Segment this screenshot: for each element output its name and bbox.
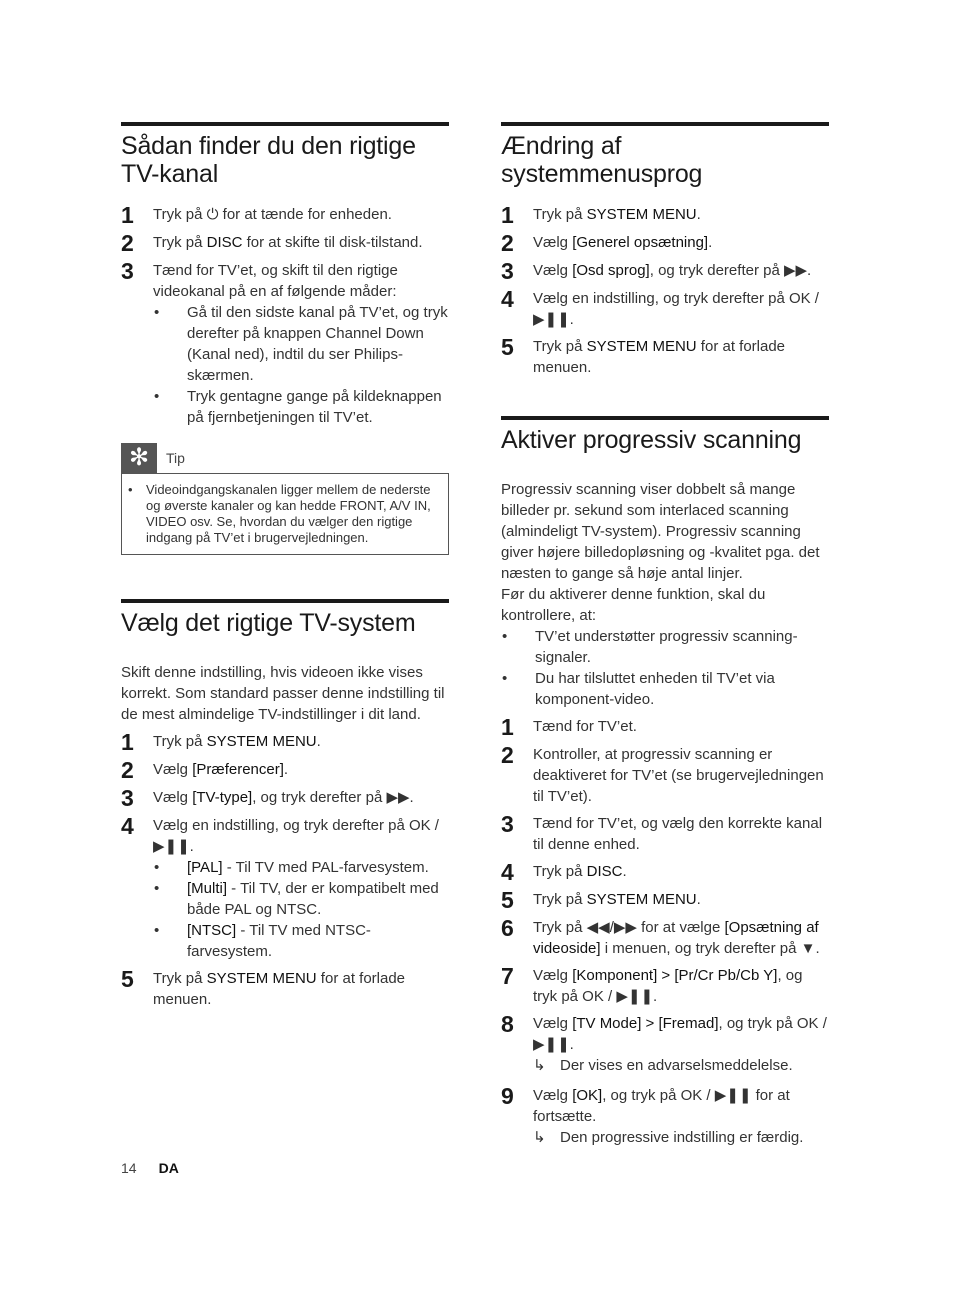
- step-item: 5 Tryk på SYSTEM MENU.: [501, 887, 701, 913]
- step-item: 2 Kontroller, at progressiv scanning er deaktiveret for TV’et (se brugervejledningen til TV’et).: [501, 742, 824, 805]
- result-arrow-icon: ↳: [533, 1057, 546, 1074]
- result-line: ↳ Den progressive indstilling er færdig.: [533, 1129, 804, 1146]
- step-item: 7 Vælg [Komponent] > [Pr/Cr Pb/Cb Y], og tryk på OK / ▶❚❚.: [501, 963, 803, 1005]
- right-column: [501, 122, 829, 1148]
- language-code: DA: [158, 1160, 179, 1176]
- section-rule: [501, 416, 829, 420]
- bullet-list: [153, 302, 449, 428]
- step-number: 4: [121, 813, 134, 839]
- section-title-find-channel: Sådan finder du den rigtige TV-kanal: [121, 132, 416, 188]
- step-number: 4: [501, 859, 514, 885]
- step-number: 1: [501, 202, 514, 228]
- step-number: 3: [121, 258, 134, 284]
- step-number: 9: [501, 1083, 514, 1109]
- step-list-find-channel: [121, 204, 449, 428]
- step-number: 5: [501, 334, 514, 360]
- step-item: 2 Vælg [Generel opsætning].: [501, 230, 713, 256]
- tip-box: [121, 473, 449, 555]
- step-item: 4 Vælg en indstilling, og tryk derefter på OK / ▶❚❚.: [501, 286, 819, 328]
- step-number: 3: [501, 258, 514, 284]
- step-list-tv-system: [121, 731, 449, 1010]
- step-number: 1: [121, 729, 134, 755]
- step-item: 3 Tænd for TV’et, og vælg den korrekte kanal til denne enhed.: [501, 811, 823, 853]
- step-number: 4: [501, 286, 514, 312]
- step-item: 5 Tryk på SYSTEM MENU for at forlade menuen.: [501, 334, 786, 376]
- step-item: 8 Vælg [TV Mode] > [Fremad], og tryk på OK / ▶❚❚. ↳ Der vises en advarselsmeddelelse.: [501, 1013, 829, 1076]
- list-item: • TV’et understøtter progressiv scanning-signaler.: [502, 628, 798, 666]
- step-number: 5: [501, 887, 514, 913]
- step-item: 2 Tryk på DISC for at skifte til disk-tilstand.: [121, 230, 423, 256]
- step-item: 1 Tryk på ⏻ for at tænde for enheden.: [121, 202, 392, 228]
- intro-paragraph: Progressiv scanning viser dobbelt så mange billeder pr. sekund som interlaced scanning (almindeligt TV-system). Progressiv scanning giver højere billedopløsning og -kvalitet pga. det næsten to gange så høje antal linjer.: [501, 481, 820, 582]
- section-title-progressive-scan: Aktiver progressiv scanning: [501, 426, 802, 454]
- step-item: 1 Tryk på SYSTEM MENU.: [121, 729, 321, 755]
- step-item: 5 Tryk på SYSTEM MENU for at forlade menuen.: [121, 966, 406, 1008]
- list-item: • Tryk gentagne gange på kildeknappen på fjernbetjeningen til TV’et.: [154, 388, 442, 426]
- step-item: 3 Vælg [TV-type], og tryk derefter på ▶▶.: [121, 785, 414, 811]
- list-item: • Gå til den sidste kanal på TV’et, og tryk derefter på knappen Channel Down (Kanal ned), indtil du ser Philips-skærmen.: [154, 304, 448, 384]
- step-number: 1: [121, 202, 134, 228]
- step-number: 2: [501, 230, 514, 256]
- step-item: 9 Vælg [OK], og tryk på OK / ▶❚❚ for at fortsætte. ↳ Den progressive indstilling er færdig.: [501, 1085, 829, 1148]
- section-rule: [501, 122, 829, 126]
- page-number: 14: [121, 1160, 137, 1176]
- tip-label: Tip: [166, 450, 185, 466]
- step-item: 3 Vælg [Osd sprog], og tryk derefter på ▶▶.: [501, 258, 812, 284]
- step-number: 5: [121, 966, 134, 992]
- section-title-menu-language: Ændring af systemmenusprog: [501, 132, 703, 188]
- requirement-list: [501, 626, 829, 710]
- step-number: 2: [121, 230, 134, 256]
- list-item: • [PAL] - Til TV med PAL-farvesystem.: [154, 859, 429, 876]
- page-footer: [121, 1160, 179, 1176]
- section-title-tv-system: Vælg det rigtige TV-system: [121, 609, 416, 637]
- list-item: • Du har tilsluttet enheden til TV’et via komponent-video.: [502, 670, 775, 708]
- step-item: 3 Tænd for TV’et, og skift til den rigtige videokanal på en af følgende måder:: [121, 258, 398, 300]
- step-number: 1: [501, 714, 514, 740]
- power-icon: ⏻: [206, 206, 219, 223]
- step-item: 6 Tryk på ◀◀/▶▶ for at vælge [Opsætning af videoside] i menuen, og tryk derefter på ▼.: [501, 915, 820, 957]
- step-number: 3: [501, 811, 514, 837]
- tip-item: • Videoindgangskanalen ligger mellem de nederste og øverste kanaler og kan hedde FRONT, A/V IN, VIDEO osv. Se, hvordan du vælger den rigtige indgang på TV’et i brugervejledningen.: [128, 482, 431, 545]
- list-item: • [NTSC] - Til TV med NTSC-farvesystem.: [154, 922, 371, 960]
- step-number: 6: [501, 915, 514, 941]
- tip-star-icon: ✻: [121, 443, 157, 473]
- option-list: [153, 857, 449, 962]
- section-rule: [121, 599, 449, 603]
- result-arrow-icon: ↳: [533, 1129, 546, 1146]
- step-item: 1 Tryk på SYSTEM MENU.: [501, 202, 701, 228]
- step-item: 4 Tryk på DISC.: [501, 859, 627, 885]
- left-column: [121, 122, 449, 1010]
- intro-paragraph-2: Før du aktiverer denne funktion, skal du kontrollere, at:: [501, 586, 766, 624]
- step-item: 2 Vælg [Præferencer].: [121, 757, 289, 783]
- step-number: 2: [501, 742, 514, 768]
- step-number: 3: [121, 785, 134, 811]
- step-number: 8: [501, 1011, 514, 1037]
- result-line: ↳ Der vises en advarselsmeddelelse.: [533, 1057, 793, 1074]
- list-item: • [Multi] - Til TV, der er kompatibelt med både PAL og NTSC.: [154, 880, 439, 918]
- step-number: 2: [121, 757, 134, 783]
- intro-paragraph: Skift denne indstilling, hvis videoen ikke vises korrekt. Som standard passer denne indstilling til de mest almindelige TV-indstillinger i dit land.: [121, 664, 445, 723]
- step-list-menu-language: [501, 204, 829, 378]
- section-rule: [121, 122, 449, 126]
- tip-header: [121, 443, 449, 473]
- step-item: 1 Tænd for TV’et.: [501, 714, 637, 740]
- step-item: 4 Vælg en indstilling, og tryk derefter på OK / ▶❚❚.: [121, 813, 439, 855]
- step-number: 7: [501, 963, 514, 989]
- step-list-progressive-scan: [501, 716, 829, 1148]
